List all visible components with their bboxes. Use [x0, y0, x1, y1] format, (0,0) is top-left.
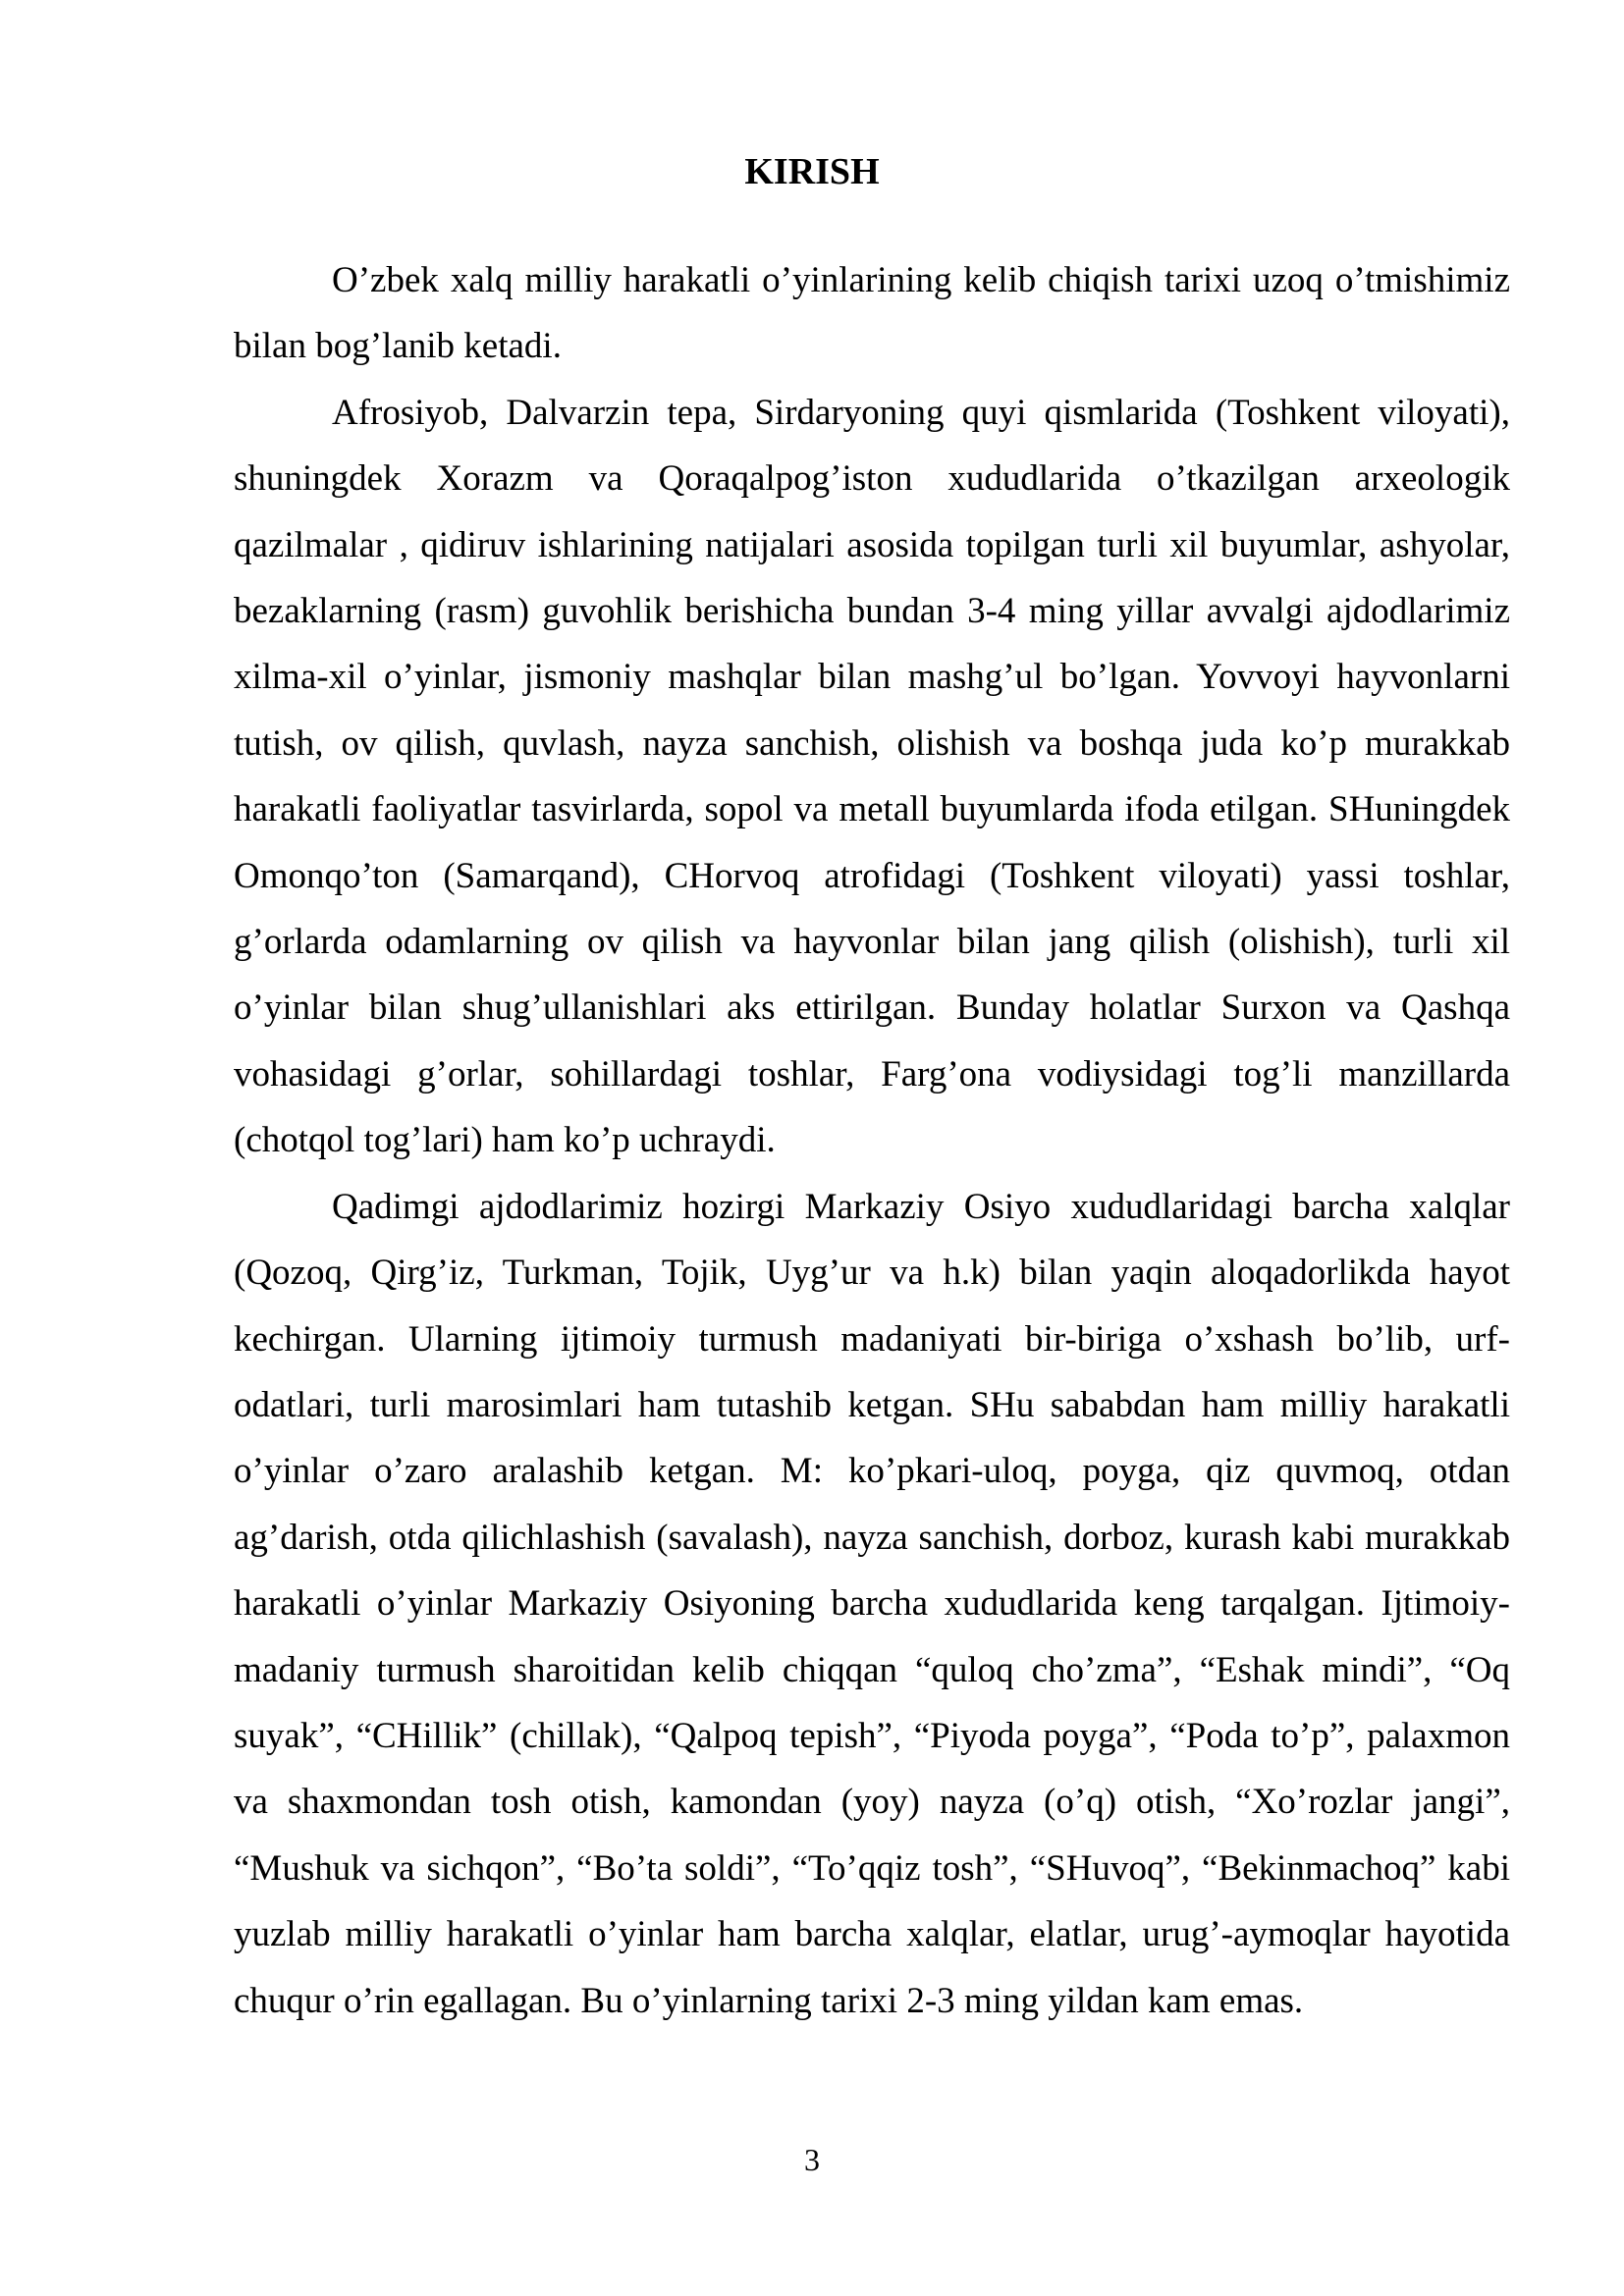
section-heading: KIRISH [744, 151, 880, 192]
page-number: 3 [804, 2142, 820, 2177]
paragraph-ancestors: Qadimgi ajdodlarimiz hozirgi Markaziy Osiyo xududlaridagi barcha xalqlar (Qozoq, Qirg’iz, Turkman, Tojik, Uyg’ur va h.k) bilan yaqin aloqadorlikda hayot kechirgan. Ularning ijtimoiy turmush madaniyati bir-biriga o’xshash bo’lib, urf-odatlari, turli marosimlari ham tutashib ketgan. SHu sababdan ham milliy harakatli o’yinlar o’zaro aralashib ketgan. M: ko’pkari-uloq, poyga, qiz quvmoq, otdan ag’darish, otda qilichlashish (savalash), nayza sanchish, dorboz, kurash kabi murakkab harakatli o’yinlar Markaziy Osiyoning barcha xududlarida keng tarqalgan. Ijtimoiy-madaniy turmush sharoitidan kelib chiqqan “quloq cho’zma”, “Eshak mindi”, “Oq suyak”, “CHillik” (chillak), “Qalpoq tepish”, “Piyoda poyga”, “Poda to’p”, palaxmon va shaxmondan tosh otish, kamondan (yoy) nayza (o’q) otish, “Xo’rozlar jangi”, “Mushuk va sichqon”, “Bo’ta soldi”, “To’qqiz tosh”, “SHuvoq”, “Bekinmachoq” kabi yuzlab milliy harakatli o’yinlar ham barcha xalqlar, elatlar, urug’-aymoqlar hayotida chuqur o’rin egallagan. Bu o’yinlarning tarixi 2-3 ming yildan kam emas. [234, 1186, 1510, 2021]
paragraph-archaeology: Afrosiyob, Dalvarzin tepa, Sirdaryoning quyi qismlarida (Toshkent viloyati), shuningdek Xorazm va Qoraqalpog’iston xududlarida o’tkazilgan arxeologik qazilmalar , qidiruv ishlarining natijalari asosida topilgan turli xil buyumlar, ashyolar, bezaklarning (rasm) guvohlik berishicha bundan 3-4 ming yillar avvalgi ajdodlarimiz xilma-xil o’yinlar, jismoniy mashqlar bilan mashg’ul bo’lgan. Yovvoyi hayvonlarni tutish, ov qilish, quvlash, nayza sanchish, olishish va boshqa juda ko’p murakkab harakatli faoliyatlar tasvirlarda, sopol va metall buyumlarda ifoda etilgan. SHuningdek Omonqo’ton (Samarqand), CHorvoq atrofidagi (Toshkent viloyati) yassi toshlar, g’orlarda odamlarning ov qilish va hayvonlar bilan jang qilish (olishish), turli xil o’yinlar bilan shug’ullanishlari aks ettirilgan. Bunday holatlar Surxon va Qashqa vohasidagi g’orlar, sohillardagi toshlar, Farg’ona vodiysidagi tog’li manzillarda (chotqol tog’lari) ham ko’p uchraydi. [234, 392, 1510, 1161]
paragraph-intro: O’zbek xalq milliy harakatli o’yinlarining kelib chiqish tarixi uzoq o’tmishimiz bilan bog’lanib ketadi. [234, 260, 1510, 367]
body-text [234, 247, 1510, 2034]
